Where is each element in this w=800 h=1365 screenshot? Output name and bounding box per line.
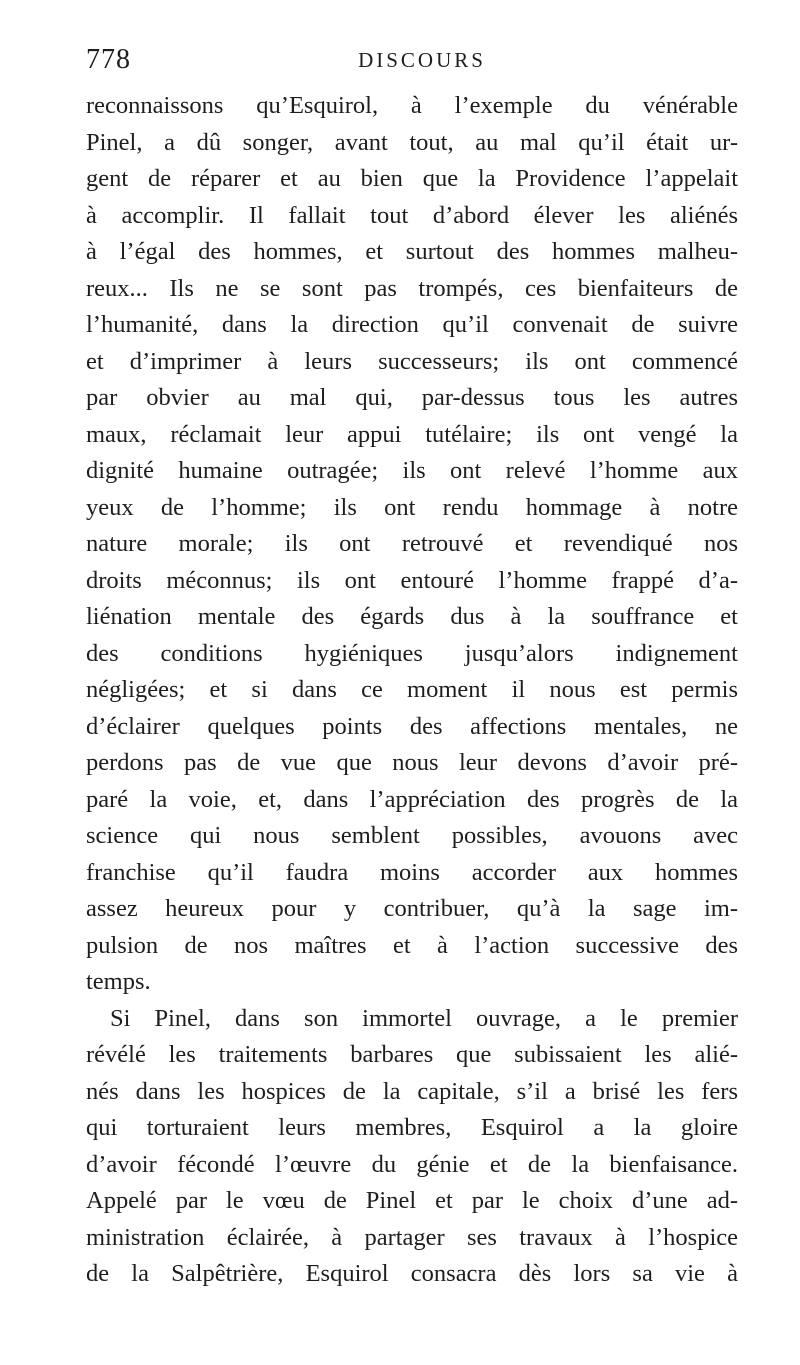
text-line: franchise qu’il faudra moins accorder aux hommes [86,858,738,886]
body-text [86,88,738,1293]
text-line: paré la voie, et, dans l’appréciation des progrès de la [86,785,738,813]
text-line: reux... Ils ne se sont pas trompés, ces bienfaiteurs de [86,274,738,302]
text-line: qui torturaient leurs membres, Esquirol a la gloire [86,1114,738,1141]
text-line: perdons pas de vue que nous leur devons d’avoir pré- [86,749,738,776]
text-line: Appelé par le vœu de Pinel et par le choix d’une ad- [86,1187,738,1214]
text-line: révélé les traitements barbares que subissaient les alié- [86,1041,738,1068]
text-line: assez heureux pour y contribuer, qu’à la sage im- [86,895,738,922]
text-line: l’humanité, dans la direction qu’il convenait de suivre [86,311,738,338]
text-line: par obvier au mal qui, par-dessus tous les autres [86,384,738,411]
text-line: gent de réparer et au bien que la Providence l’appelait [86,165,738,192]
text-line: des conditions hygiéniques jusqu’alors indignement [86,639,738,667]
text-line: Pinel, a dû songer, avant tout, au mal qu’il était ur- [86,128,738,156]
text-line: de la Salpêtrière, Esquirol consacra dès lors sa vie à [86,1260,738,1287]
text-line: et d’imprimer à leurs successeurs; ils ont commencé [86,347,738,375]
text-line: d’éclairer quelques points des affections mentales, ne [86,712,738,740]
page-header [86,40,738,80]
text-line: nature morale; ils ont retrouvé et revendiqué nos [86,530,738,557]
text-line: yeux de l’homme; ils ont rendu hommage à notre [86,493,738,521]
text-line: négligées; et si dans ce moment il nous est permis [86,676,738,703]
text-line: maux, réclamait leur appui tutélaire; ils ont vengé la [86,420,738,448]
text-line: d’avoir fécondé l’œuvre du génie et de la bienfaisance. [86,1150,738,1178]
text-line: liénation mentale des égards dus à la souffrance et [86,603,738,630]
text-line: science qui nous semblent possibles, avouons avec [86,822,738,849]
text-line: à l’égal des hommes, et surtout des hommes malheu- [86,238,738,265]
paragraph-end-line: temps. [86,968,151,995]
text-line: ministration éclairée, à partager ses travaux à l’hospice [86,1223,738,1251]
page-number: 778 [86,44,131,75]
running-head: DISCOURS [358,48,486,72]
text-line: à accomplir. Il fallait tout d’abord élever les aliénés [86,201,738,229]
text-line: dignité humaine outragée; ils ont relevé l’homme aux [86,457,738,484]
text-line: pulsion de nos maîtres et à l’action successive des [86,931,738,959]
paragraph-start-line: Si Pinel, dans son immortel ouvrage, a le premier [110,1004,738,1032]
text-line: nés dans les hospices de la capitale, s’il a brisé les fers [86,1077,738,1105]
text-line: droits méconnus; ils ont entouré l’homme frappé d’a- [86,566,738,594]
text-line: reconnaissons qu’Esquirol, à l’exemple du vénérable [86,92,738,119]
